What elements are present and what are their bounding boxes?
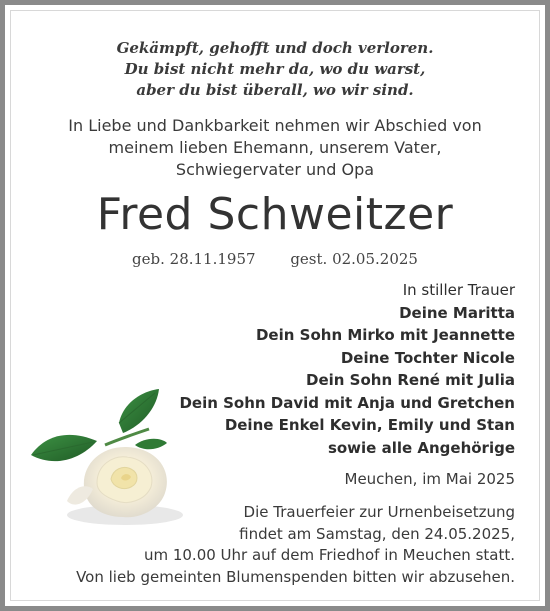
mourner-name: Deine Maritta [399,303,515,322]
service-line-2: findet am Samstag, den 24.05.2025, [239,524,515,543]
mourner-name: Dein Sohn René mit Julia [306,371,515,389]
verse-line-3: aber du bist überall, wo wir sind. [136,81,414,99]
mourner-name: sowie alle Angehörige [327,438,515,457]
service-line-3: um 10.00 Uhr auf dem Friedhof in Meuchen statt. [143,546,515,564]
death-date: gest. 02.05.2025 [290,250,418,268]
verse-line-2: Du bist nicht mehr da, wo du warst, [124,60,426,78]
service-info [76,502,515,588]
mourner-name: Deine Enkel Kevin, Emily und Stan [224,416,515,434]
intro-text [5,115,545,181]
birth-date: geb. 28.11.1957 [132,250,256,268]
mourner-name: Dein Sohn David mit Anja und Gretchen [179,393,515,412]
intro-line-2: meinem lieben Ehemann, unserem Vater, [108,138,442,157]
service-line-4: Von lieb gemeinten Blumenspenden bitten wir abzusehen. [76,567,515,586]
place-and-date: Meuchen, im Mai 2025 [344,470,515,488]
verse [5,38,545,101]
mourner-name: Dein Sohn Mirko mit Jeannette [255,326,515,344]
intro-line-1: In Liebe und Dankbarkeit nehmen wir Abschied von [68,116,482,135]
service-line-1: Die Trauerfeier zur Urnenbeisetzung [243,503,515,521]
mourner-name: Deine Tochter Nicole [340,348,515,367]
deceased-name: Fred Schweitzer [96,189,454,240]
mourners-list [179,279,515,459]
intro-line-3: Schwiegervater und Opa [175,160,375,179]
verse-line-1: Gekämpft, gehofft und doch verloren. [116,39,434,57]
life-dates [5,248,545,270]
mourning-lead: In stiller Trauer [402,281,515,299]
